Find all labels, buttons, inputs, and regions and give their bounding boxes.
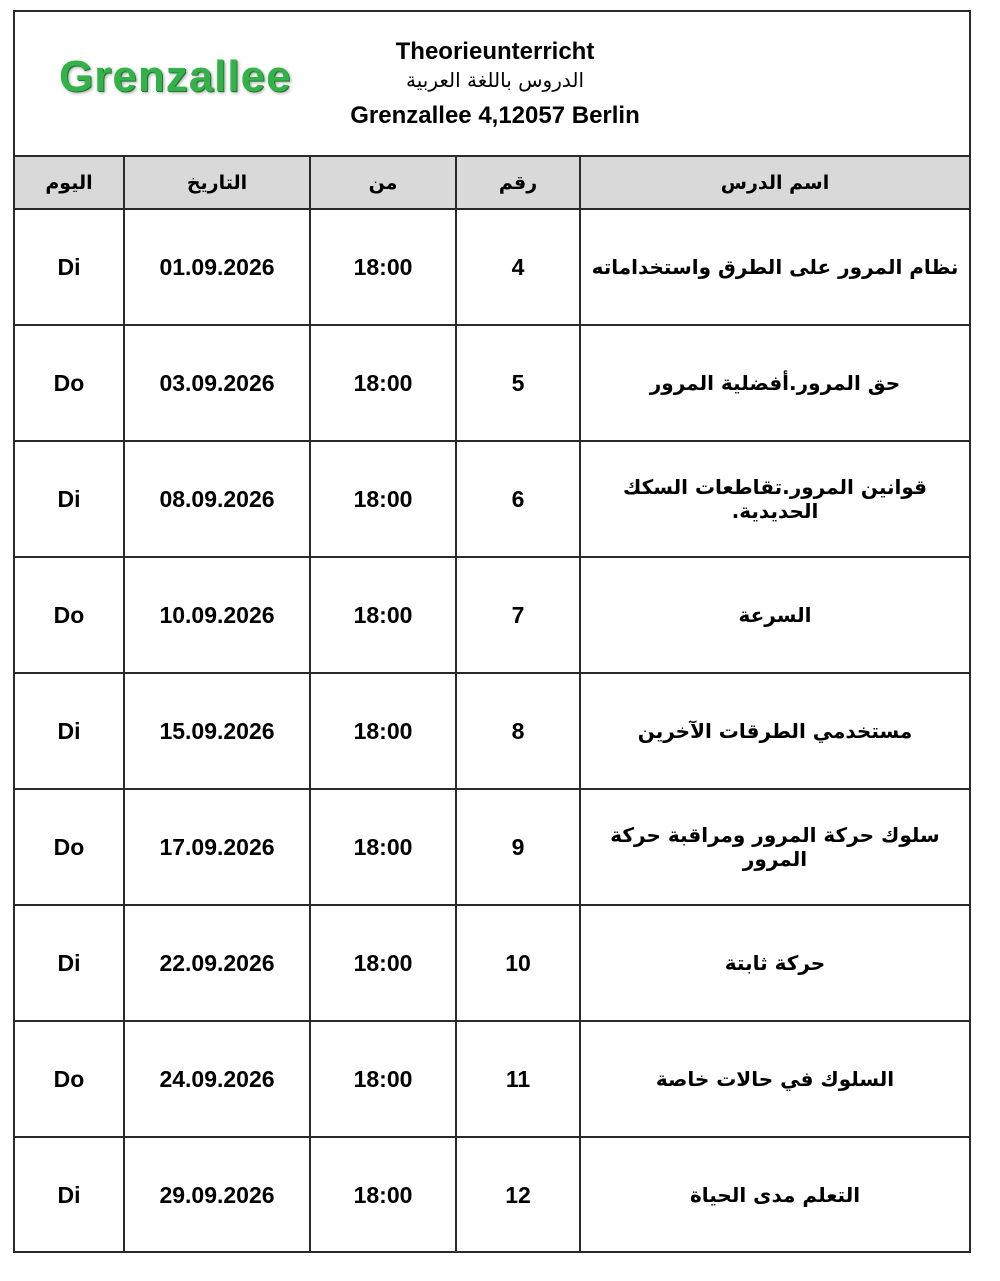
column-header-day: اليوم: [15, 157, 124, 209]
cell-lesson-name: حركة ثابتة: [580, 905, 969, 1021]
cell-date: 08.09.2026: [124, 441, 310, 557]
cell-lesson-name: السلوك في حالات خاصة: [580, 1021, 969, 1137]
table-row: [15, 905, 969, 1021]
cell-number: 10: [456, 905, 580, 1021]
cell-day: Do: [15, 557, 124, 673]
cell-day: Di: [15, 905, 124, 1021]
column-header-number: رقم: [456, 157, 580, 209]
table-row: [15, 557, 969, 673]
cell-lesson-name: مستخدمي الطرقات الآخرين: [580, 673, 969, 789]
cell-number: 11: [456, 1021, 580, 1137]
cell-time: 18:00: [310, 325, 456, 441]
cell-time: 18:00: [310, 1137, 456, 1252]
cell-date: 22.09.2026: [124, 905, 310, 1021]
cell-number: 8: [456, 673, 580, 789]
table-row: [15, 1137, 969, 1252]
column-header-from: من: [310, 157, 456, 209]
cell-time: 18:00: [310, 673, 456, 789]
document-header: [15, 12, 969, 157]
cell-day: Di: [15, 441, 124, 557]
address-line: Grenzallee 4,12057 Berlin: [350, 102, 640, 129]
cell-lesson-name: سلوك حركة المرور ومراقبة حركة المرور: [580, 789, 969, 905]
cell-date: 03.09.2026: [124, 325, 310, 441]
cell-date: 10.09.2026: [124, 557, 310, 673]
cell-number: 7: [456, 557, 580, 673]
cell-date: 24.09.2026: [124, 1021, 310, 1137]
cell-time: 18:00: [310, 905, 456, 1021]
cell-date: 15.09.2026: [124, 673, 310, 789]
cell-date: 17.09.2026: [124, 789, 310, 905]
table-row: [15, 441, 969, 557]
cell-day: Di: [15, 673, 124, 789]
brand-logo: Grenzallee: [59, 52, 292, 101]
cell-lesson-name: حق المرور.أفضلية المرور: [580, 325, 969, 441]
schedule-sheet: [13, 10, 971, 1253]
document-subtitle: الدروس باللغة العربية: [406, 68, 584, 92]
cell-number: 4: [456, 209, 580, 325]
column-header-lesson: اسم الدرس: [580, 157, 969, 209]
cell-number: 12: [456, 1137, 580, 1252]
cell-lesson-name: التعلم مدى الحياة: [580, 1137, 969, 1252]
cell-time: 18:00: [310, 1021, 456, 1137]
table-row: [15, 209, 969, 325]
cell-time: 18:00: [310, 789, 456, 905]
table-header-row: [15, 157, 969, 209]
cell-day: Do: [15, 789, 124, 905]
cell-number: 6: [456, 441, 580, 557]
cell-lesson-name: قوانين المرور.تقاطعات السكك الحديدية.: [580, 441, 969, 557]
cell-date: 01.09.2026: [124, 209, 310, 325]
cell-time: 18:00: [310, 557, 456, 673]
cell-day: Do: [15, 1021, 124, 1137]
cell-lesson-name: نظام المرور على الطرق واستخداماته: [580, 209, 969, 325]
cell-day: Di: [15, 209, 124, 325]
cell-time: 18:00: [310, 209, 456, 325]
cell-day: Do: [15, 325, 124, 441]
table-row: [15, 325, 969, 441]
document-title: Theorieunterricht: [395, 38, 595, 65]
cell-lesson-name: السرعة: [580, 557, 969, 673]
cell-time: 18:00: [310, 441, 456, 557]
cell-number: 5: [456, 325, 580, 441]
table-row: [15, 1021, 969, 1137]
table-row: [15, 789, 969, 905]
table-row: [15, 673, 969, 789]
cell-day: Di: [15, 1137, 124, 1252]
schedule-table: [15, 157, 969, 1252]
column-header-date: التاريخ: [124, 157, 310, 209]
cell-date: 29.09.2026: [124, 1137, 310, 1252]
cell-number: 9: [456, 789, 580, 905]
